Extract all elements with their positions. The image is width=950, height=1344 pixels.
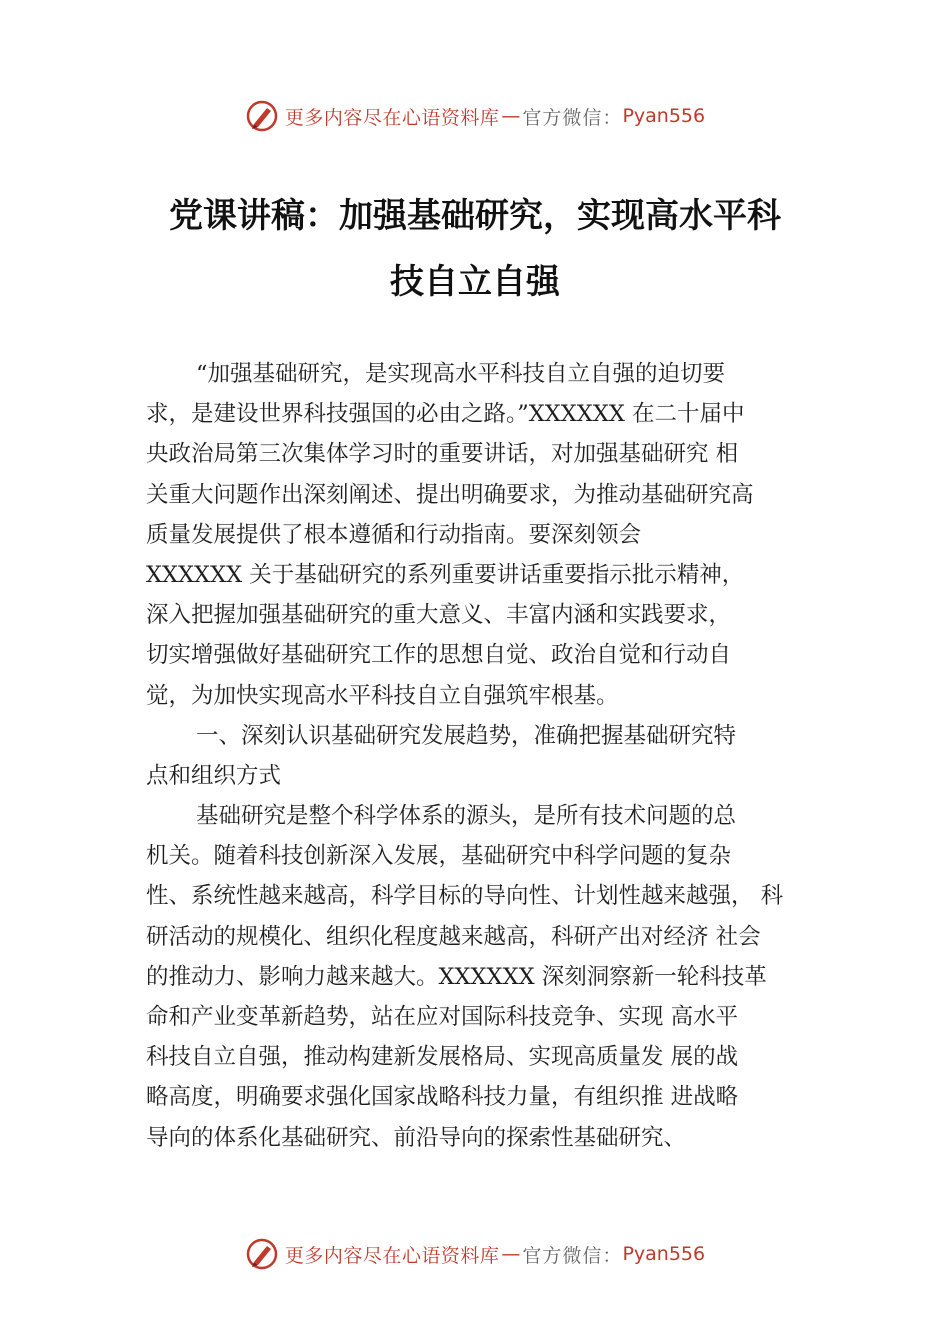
watermark-text: 更多内容尽在心语资料库 xyxy=(284,106,500,129)
body-line: 质量发展提供了根本遵循和行动指南。要深刻领会 xyxy=(146,521,642,548)
body-line: 略高度，明确要求强化国家战略科技力量，有组织推 进战略 xyxy=(146,1084,739,1111)
body-line: 关重大问题作出深刻阐述、提出明确要求，为推动基础研究高 xyxy=(146,481,754,508)
body-line: 切实增强做好基础研究工作的思想自觉、政治自觉和行动自 xyxy=(146,642,732,669)
body-line: 科技自立自强，推动构建新发展格局、实现高质量发 展的战 xyxy=(146,1044,739,1071)
body-line: 求，是建设世界科技强国的必由之路。”XXXXXX 在二十届中 xyxy=(146,401,745,428)
document-body xyxy=(146,354,836,1158)
watermark-id: Pyan556 xyxy=(622,1243,706,1265)
pen-logo-icon xyxy=(245,99,279,133)
watermark-id: Pyan556 xyxy=(622,105,706,127)
body-line: 性、系统性越来越高，科学目标的导向性、计划性越来越强， 科 xyxy=(146,883,784,910)
header-watermark xyxy=(0,96,950,136)
body-line: “加强基础研究，是实现高水平科技自立自强的迫切要 xyxy=(196,361,726,387)
body-line: 央政治局第三次集体学习时的重要讲话，对加强基础研究 相 xyxy=(146,441,739,468)
section-heading-line: 一、深刻认识基础研究发展趋势，准确把握基础研究特 xyxy=(196,722,737,749)
body-line: XXXXXX 关于基础研究的系列重要讲话重要指示批示精神， xyxy=(146,561,745,588)
body-line: 深入把握加强基础研究的重大意义、丰富内涵和实践要求， xyxy=(146,602,732,629)
body-line: 命和产业变革新趋势，站在应对国际科技竞争、实现 高水平 xyxy=(146,1004,739,1030)
pen-logo-icon xyxy=(245,1237,279,1271)
watermark-label: 官方微信： xyxy=(522,106,623,129)
watermark-separator: — xyxy=(501,1243,521,1265)
body-line: 基础研究是整个科学体系的源头，是所有技术问题的总 xyxy=(196,803,737,830)
watermark-label: 官方微信： xyxy=(522,1244,623,1267)
page-title-line-1: 党课讲稿：加强基础研究，实现高水平科 xyxy=(169,196,781,236)
body-line: 觉，为加快实现高水平科技自立自强筑牢根基。 xyxy=(146,682,619,709)
body-line: 的推动力、影响力越来越大。XXXXXX 深刻洞察新一轮科技革 xyxy=(146,963,767,990)
section-heading-line: 点和组织方式 xyxy=(146,762,282,789)
watermark-separator: — xyxy=(501,105,521,127)
body-line: 机关。随着科技创新深入发展，基础研究中科学问题的复杂 xyxy=(146,843,732,870)
watermark-text: 更多内容尽在心语资料库 xyxy=(284,1244,500,1267)
footer-watermark xyxy=(0,1234,950,1274)
body-line: 导向的体系化基础研究、前沿导向的探索性基础研究、 xyxy=(146,1124,687,1151)
body-line: 研活动的规模化、组织化程度越来越高，科研产出对经济 社会 xyxy=(146,923,761,950)
page-title-line-2: 技自立自强 xyxy=(390,262,560,302)
